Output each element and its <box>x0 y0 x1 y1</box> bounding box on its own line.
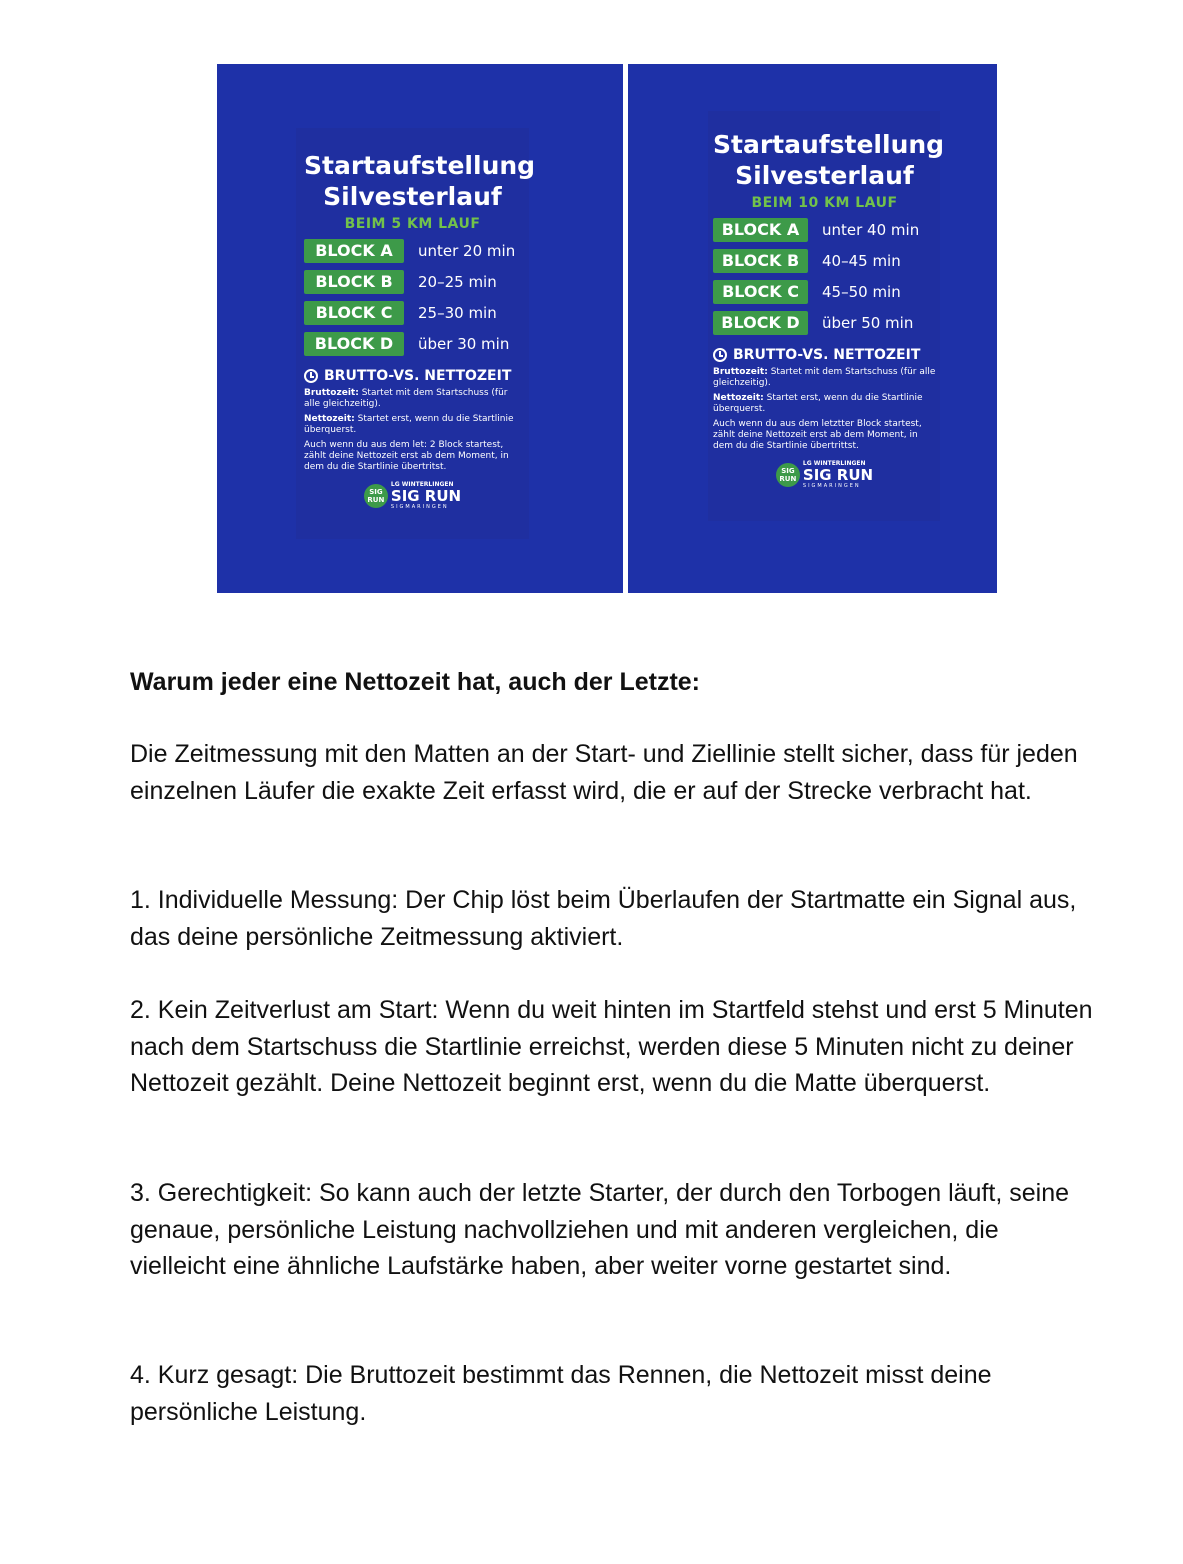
brutto-netto-heading-text: BRUTTO-VS. NETTOZEIT <box>324 368 512 384</box>
block-time: 45–50 min <box>822 283 901 301</box>
sig-run-logo <box>713 460 936 489</box>
block-time: 25–30 min <box>418 304 497 322</box>
article-heading: Warum jeder eine Nettozeit hat, auch der Letzte: <box>130 668 701 696</box>
logo-circle: SIG RUN <box>364 484 388 508</box>
brutto-explanation <box>304 388 521 410</box>
netto-explanation <box>304 414 521 436</box>
paragraph: 2. Kein Zeitverlust am Start: Wenn du weit hinten im Startfeld stehst und erst 5 Minuten nach dem Startschuss die Startlinie erreichst, werden diese 5 Minuten nicht zu deiner Nettozeit gezählt. Deine Nettozeit beginnt erst, wenn du die Matte überquerst. <box>130 996 1093 1097</box>
brutto-explanation <box>713 367 936 389</box>
block-row-d <box>713 311 936 335</box>
article-point-3 <box>130 1175 1095 1285</box>
logo-club: LG WINTERLINGEN <box>390 481 454 488</box>
image-5km <box>217 64 623 593</box>
card-title-line2: Silvesterlauf <box>323 182 502 211</box>
logo-club: LG WINTERLINGEN <box>802 460 866 467</box>
block-row-a <box>713 218 936 242</box>
card-title-line1: Startaufstellung <box>304 151 536 180</box>
start-lineup-card-5km <box>296 128 536 539</box>
logo-city: SIGMARINGEN <box>390 504 449 510</box>
block-label: BLOCK A <box>713 218 808 242</box>
article-point-4 <box>130 1357 1095 1430</box>
block-time: unter 40 min <box>822 221 920 239</box>
netto-text: Startet erst, wenn du die Startlinie überquerst. <box>304 414 514 435</box>
logo-name: SIG RUN <box>802 466 874 484</box>
netto-label: Nettozeit: <box>304 414 355 424</box>
block-label: BLOCK D <box>304 332 404 356</box>
brutto-label: Bruttozeit: <box>304 388 359 398</box>
block-label: BLOCK C <box>304 301 404 325</box>
block-time: 40–45 min <box>822 252 901 270</box>
brutto-netto-heading <box>713 347 936 363</box>
netto-label: Nettozeit: <box>713 393 764 403</box>
block-label: BLOCK C <box>713 280 808 304</box>
block-time: über 50 min <box>822 314 914 332</box>
card-note: Auch wenn du aus dem letztter Block startest, zählt deine Nettozeit erst ab dem Moment, in dem du die Startlinie übertrittst. <box>713 419 922 451</box>
card-subtitle: BEIM 10 KM LAUF <box>751 195 898 211</box>
netto-text: Startet erst, wenn du die Startlinie überquerst. <box>713 393 923 414</box>
brutto-text: Startet mit dem Startschuss (für alle gleichzeitig). <box>713 367 936 388</box>
brutto-netto-heading <box>304 368 521 384</box>
card-note: Auch wenn du aus dem let: 2 Block startest, zählt deine Nettozeit erst ab dem Moment, in dem du die Startlinie übertritst. <box>304 440 509 472</box>
block-label: BLOCK B <box>304 270 404 294</box>
block-row-a <box>304 239 521 263</box>
block-row-b <box>713 249 936 273</box>
paragraph: 3. Gerechtigkeit: So kann auch der letzte Starter, der durch den Torbogen läuft, seine genaue, persönliche Leistung nachvollziehen und mit anderen vergleichen, die vielleicht eine ähnliche Laufstärke haben, aber weiter vorne gestartet sind. <box>130 1179 1070 1280</box>
block-row-b <box>304 270 521 294</box>
article-point-2 <box>130 992 1095 1102</box>
block-row-d <box>304 332 521 356</box>
brutto-text: Startet mit dem Startschuss (für alle gleichzeitig). <box>304 388 508 409</box>
block-label: BLOCK D <box>713 311 808 335</box>
start-lineup-card-10km <box>708 111 945 521</box>
article-point-1 <box>130 882 1095 955</box>
brutto-netto-heading-text: BRUTTO-VS. NETTOZEIT <box>733 347 921 363</box>
paragraph: Die Zeitmessung mit den Matten an der Start- und Ziellinie stellt sicher, dass für jeden einzelnen Läufer die exakte Zeit erfasst wird, die er auf der Strecke verbracht hat. <box>130 740 1078 805</box>
block-label: BLOCK B <box>713 249 808 273</box>
block-label: BLOCK A <box>304 239 404 263</box>
block-row-c <box>304 301 521 325</box>
block-time: unter 20 min <box>418 242 516 260</box>
article-intro <box>130 736 1095 809</box>
sig-run-logo <box>304 481 521 510</box>
card-title <box>304 150 536 212</box>
clock-icon <box>713 348 727 362</box>
logo-name: SIG RUN <box>390 487 462 505</box>
card-title-line2: Silvesterlauf <box>735 161 914 190</box>
block-time: über 30 min <box>418 335 510 353</box>
card-title <box>713 129 945 191</box>
block-row-c <box>713 280 936 304</box>
netto-explanation <box>713 393 936 415</box>
brutto-label: Bruttozeit: <box>713 367 768 377</box>
paragraph: 4. Kurz gesagt: Die Bruttozeit bestimmt das Rennen, die Nettozeit misst deine persönliche Leistung. <box>130 1361 992 1426</box>
logo-city: SIGMARINGEN <box>802 483 861 489</box>
image-10km <box>628 64 997 593</box>
paragraph: 1. Individuelle Messung: Der Chip löst beim Überlaufen der Startmatte ein Signal aus, das deine persönliche Zeitmessung aktiviert. <box>130 886 1077 951</box>
card-title-line1: Startaufstellung <box>713 130 945 159</box>
card-subtitle: BEIM 5 KM LAUF <box>344 216 481 232</box>
clock-icon <box>304 369 318 383</box>
block-time: 20–25 min <box>418 273 497 291</box>
logo-circle: SIG RUN <box>776 463 800 487</box>
